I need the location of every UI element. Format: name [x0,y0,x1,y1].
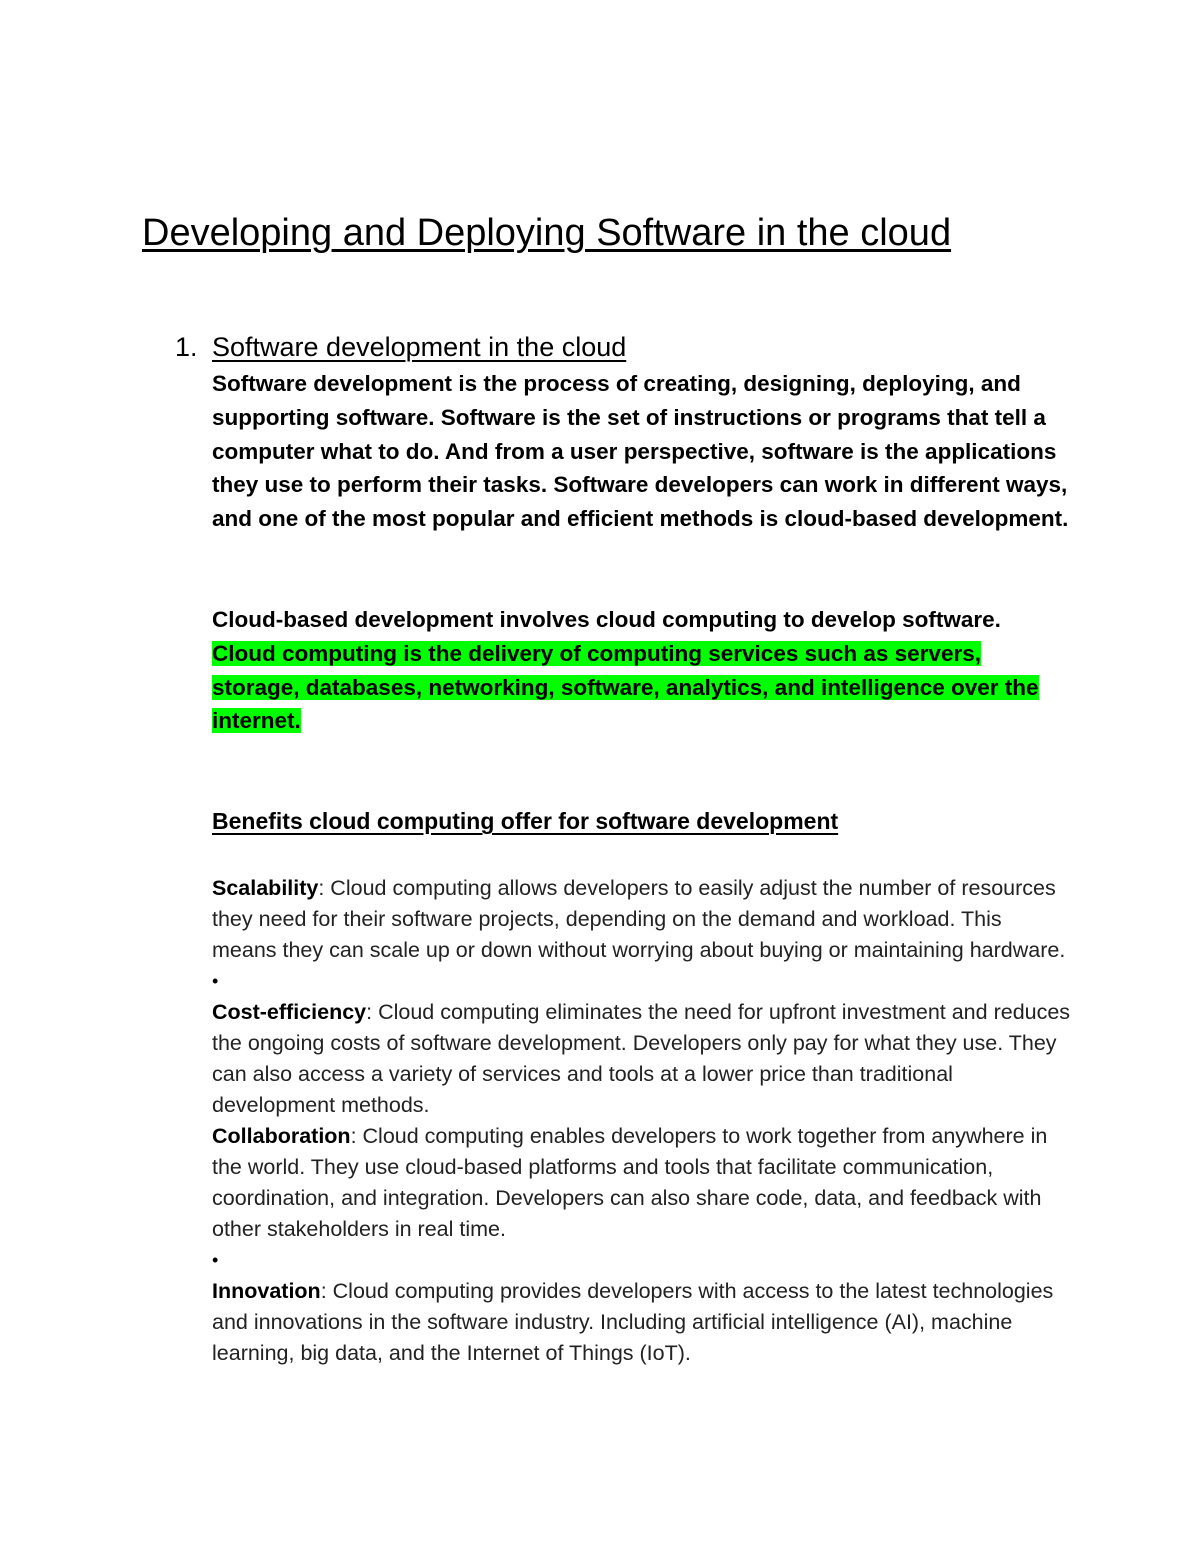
bullet-glyph: • [212,1250,219,1270]
benefits-heading: Benefits cloud computing offer for software development [212,808,839,834]
section-1-heading-text: Software development in the cloud [212,332,627,362]
benefit-term: Scalability [212,876,319,900]
paragraph-text-1a: is the process of creating, designing, deploying, and supporting software. [212,371,1021,430]
section-1-number: 1. [175,332,198,362]
bullet-glyph: • [212,971,219,991]
benefit-cost-efficiency [212,997,1072,1121]
document-title: Developing and Deploying Software in the cloud [142,212,952,254]
benefit-text: : Cloud computing allows developers to easily adjust the number of resources they need for their software projects, depending on the demand and workload. This means they can scale up or down without worrying about buying or maintaining hardware. [212,876,1066,962]
benefits-list [212,873,1072,1369]
section-1-heading [175,330,1075,364]
benefit-innovation [212,1276,1072,1369]
highlighted-definition: Cloud computing is the delivery of computing services such as servers, storage, databases, networking, software, analytics, and intelligence over the internet. [212,640,1039,734]
term-cloud-based-development: Cloud-based development [212,607,494,632]
paragraph-text-1b: is the set of instructions or programs that tell a computer what to do. And from a user perspective, software is the applications they use to perform their tasks. Software developers can work in different ways, and one of the most popular and efficient methods is cloud-based development. [212,404,1069,532]
paragraph-software-development [212,367,1072,536]
term-software-development: Software development [212,371,453,396]
term-software: Software [440,404,536,430]
benefit-text: : Cloud computing provides developers with access to the latest technologies and innovations in the software industry. Including artificial intelligence (AI), machine learning, big data, and the Internet of Things (IoT). [212,1279,1054,1365]
benefit-text: : Cloud computing eliminates the need for upfront investment and reduces the ongoing costs of software development. Developers only pay for what they use. They can also access a variety of services and tools at a lower price than traditional development methods. [212,1000,1071,1117]
benefit-scalability [212,873,1072,966]
benefit-term: Cost-efficiency [212,1000,367,1024]
benefit-text: : Cloud computing enables developers to work together from anywhere in the world. They use cloud-based platforms and tools that facilitate communication, coordination, and integration. Developers can also share code, data, and feedback with other stakeholders in real time. [212,1124,1048,1241]
paragraph-cloud-based-development [212,603,1072,738]
section-1 [175,330,1075,364]
benefit-term: Innovation [212,1279,321,1303]
paragraph-text-2: involves cloud computing to develop software. [493,607,1001,632]
benefit-collaboration [212,1121,1072,1245]
benefit-term: Collaboration [212,1124,351,1148]
